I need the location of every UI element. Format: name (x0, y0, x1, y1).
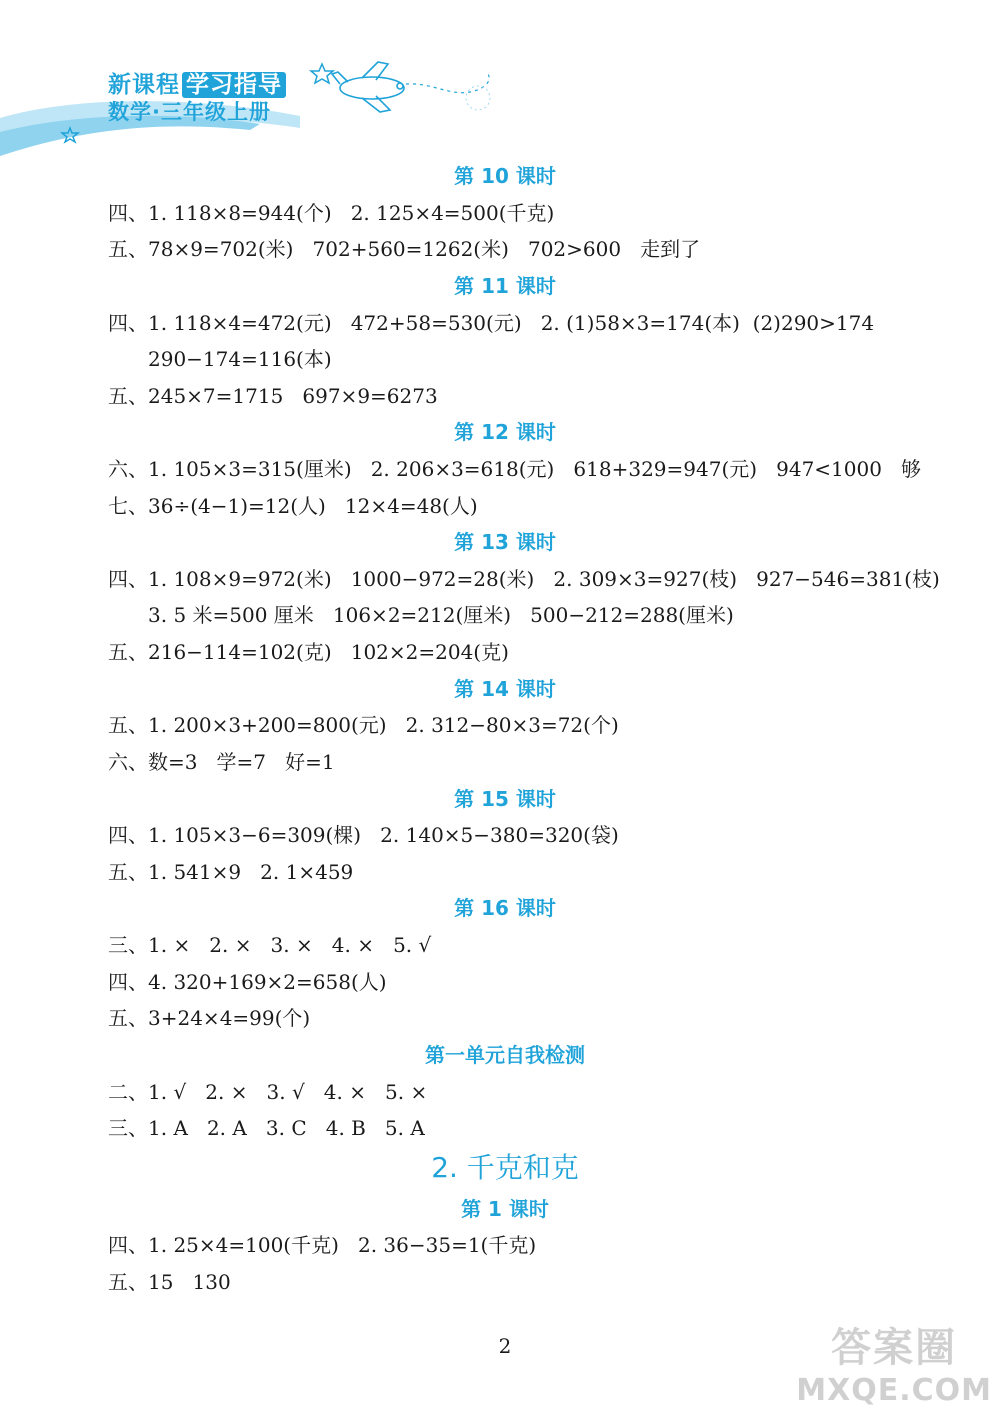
answer-line: 四、1. 25×4=100(千克) 2. 36−35=1(千克) (108, 1233, 537, 1257)
answer-line: 三、1. A 2. A 3. C 4. B 5. A (108, 1116, 425, 1140)
answer-line: 五、1. 200×3+200=800(元) 2. 312−80×3=72(个) (108, 713, 619, 737)
section-heading: 第 13 课时 (454, 530, 556, 554)
answer-line: 二、1. √ 2. × 3. √ 4. × 5. × (108, 1080, 428, 1104)
answer-line: 三、1. × 2. × 3. × 4. × 5. √ (108, 933, 432, 957)
section-heading: 第 14 课时 (454, 677, 556, 701)
book-header (0, 0, 560, 160)
section-heading: 第 12 课时 (454, 420, 556, 444)
star-icon (311, 64, 333, 83)
answer-line: 五、3+24×4=99(个) (108, 1006, 311, 1030)
answer-line: 3. 5 米=500 厘米 106×2=212(厘米) 500−212=288(厘米) (148, 603, 734, 627)
watermark-logo (796, 1316, 992, 1408)
answer-line: 四、1. 108×9=972(米) 1000−972=28(米) 2. 309×3=927(枝) 927−546=381(枝) (108, 567, 940, 591)
brand-tag: 学习指导 (182, 72, 286, 98)
answer-line: 五、15 130 (108, 1270, 231, 1294)
answer-line: 七、36÷(4−1)=12(人) 12×4=48(人) (108, 494, 478, 518)
unit-title: 2. 千克和克 (431, 1151, 579, 1184)
watermark-text: 答案圈 (831, 1325, 958, 1371)
airplane-icon (332, 62, 404, 112)
section-heading: 第一单元自我检测 (425, 1043, 585, 1067)
section-heading: 第 11 课时 (454, 274, 556, 298)
answer-line: 四、1. 105×3−6=309(棵) 2. 140×5−380=320(袋) (108, 823, 619, 847)
section-heading: 第 16 课时 (454, 896, 556, 920)
watermark-url: MXQE.COM (796, 1373, 992, 1408)
answer-line: 五、216−114=102(克) 102×2=204(克) (108, 640, 509, 664)
answer-line: 四、1. 118×8=944(个) 2. 125×4=500(千克) (108, 201, 555, 225)
answer-line: 五、1. 541×9 2. 1×459 (108, 860, 354, 884)
brand-title: 新课程 学习指导 (108, 66, 286, 99)
section-heading: 第 1 课时 (461, 1197, 549, 1221)
answer-line: 六、1. 105×3=315(厘米) 2. 206×3=618(元) 618+329=947(元) 947<1000 够 (108, 457, 922, 481)
answer-line: 五、245×7=1715 697×9=6273 (108, 384, 438, 408)
page-number: 2 (498, 1334, 512, 1358)
answer-line: 四、4. 320+169×2=658(人) (108, 970, 387, 994)
section-heading: 第 15 课时 (454, 787, 556, 811)
section-heading: 第 10 课时 (454, 164, 556, 188)
answer-line: 四、1. 118×4=472(元) 472+58=530(元) 2. (1)58×3=174(本) (2)290>174 (108, 311, 875, 335)
brand-subtitle: 数学·三年级上册 (108, 100, 271, 124)
answer-line: 六、数=3 学=7 好=1 (108, 750, 335, 774)
answer-line: 五、78×9=702(米) 702+560=1262(米) 702>600 走到了 (108, 237, 701, 261)
answer-line: 290−174=116(本) (148, 347, 332, 371)
